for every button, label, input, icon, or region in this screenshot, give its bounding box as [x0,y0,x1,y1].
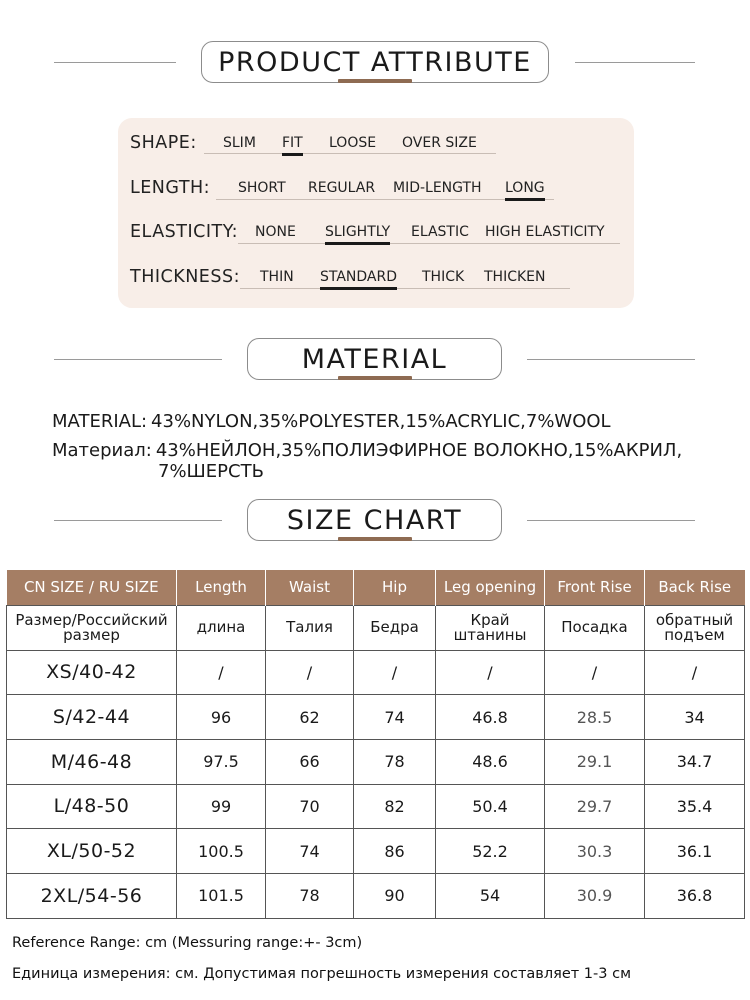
front-rise-cell: 30.9 [545,873,645,918]
option-mid-length: MID-LENGTH [393,180,482,196]
option-elastic: ELASTIC [411,224,469,240]
subheader-cell [645,605,745,650]
length-cell: 99 [177,784,266,829]
subheader-text: Размер/Российский [15,610,168,629]
title-accent-bar [338,79,412,83]
size-chart-header [0,499,750,545]
row-underline [204,153,496,154]
subheader-cell [266,605,354,650]
back-rise-cell: 34.7 [645,739,745,784]
size-cell: 2XL/54-56 [7,873,177,918]
size-cell: M/46-48 [7,739,177,784]
leg-opening-cell: 50.4 [436,784,545,829]
hip-cell: 78 [354,739,436,784]
back-rise-cell: 35.4 [645,784,745,829]
length-cell: 96 [177,695,266,740]
option-slightly-selected: SLIGHTLY [325,224,391,240]
header-waist: Waist [266,570,354,605]
section-title: PRODUCT ATTRIBUTE [218,46,532,78]
divider-left [54,62,176,63]
attribute-row-length [118,174,634,204]
option-fit-selected: FIT [282,135,303,151]
material-en-value: 43%NYLON,35%POLYESTER,15%ACRYLIC,7%WOOL [151,411,611,432]
reference-note-ru: Единица измерения: см. Допустимая погрешность измерения составляет 1-3 см [12,966,632,982]
back-rise-cell: 36.8 [645,873,745,918]
length-cell: 97.5 [177,739,266,784]
attribute-panel [118,118,634,308]
section-title-pill [201,41,549,83]
header-front-rise: Front Rise [545,570,645,605]
waist-cell: 78 [266,873,354,918]
section-title-pill [247,338,502,380]
option-high-elasticity: HIGH ELASTICITY [485,224,605,240]
front-rise-cell: 29.7 [545,784,645,829]
front-rise-cell: 29.1 [545,739,645,784]
waist-cell: 70 [266,784,354,829]
attribute-label: ELASTICITY: [130,222,238,242]
title-accent-bar [338,537,412,541]
title-accent-bar [338,376,412,380]
divider-right [575,62,695,63]
option-slim: SLIM [223,135,256,151]
leg-opening-cell: / [436,650,545,695]
size-cell: XS/40-42 [7,650,177,695]
divider-left [54,359,222,360]
product-attribute-header [0,41,750,87]
leg-opening-cell: 54 [436,873,545,918]
attribute-label: LENGTH: [130,178,211,198]
table-row [7,695,745,740]
table-subheader-row [7,605,745,650]
hip-cell: / [354,650,436,695]
size-cell: L/48-50 [7,784,177,829]
material-ru-value: 43%НЕЙЛОН,35%ПОЛИЭФИРНОЕ ВОЛОКНО,15%АКРИЛ, [155,440,683,461]
waist-cell: 66 [266,739,354,784]
leg-opening-cell: 46.8 [436,695,545,740]
table-row [7,829,745,874]
front-rise-cell: / [545,650,645,695]
row-underline [216,199,554,200]
subheader-text: Талия [286,618,333,636]
attribute-row-thickness [118,263,634,293]
size-cell: S/42-44 [7,695,177,740]
hip-cell: 86 [354,829,436,874]
subheader-text: подъем [664,625,725,644]
subheader-text: размер [63,625,120,644]
waist-cell: 74 [266,829,354,874]
attribute-row-shape [118,129,634,159]
front-rise-cell: 28.5 [545,695,645,740]
subheader-text: Бедра [370,618,419,636]
hip-cell: 74 [354,695,436,740]
material-ru-label: Материал: [52,440,152,461]
subheader-cell [354,605,436,650]
option-long-selected: LONG [505,180,545,196]
material-en [52,411,611,432]
length-cell: / [177,650,266,695]
option-loose: LOOSE [329,135,377,151]
header-leg-opening: Leg opening [436,570,545,605]
header-back-rise: Back Rise [645,570,745,605]
length-cell: 100.5 [177,829,266,874]
table-row [7,650,745,695]
subheader-cell [436,605,545,650]
option-short: SHORT [238,180,286,196]
table-row [7,873,745,918]
size-cell: XL/50-52 [7,829,177,874]
material-ru [52,440,682,461]
option-standard-selected: STANDARD [320,269,398,285]
header-hip: Hip [354,570,436,605]
section-title: MATERIAL [301,343,448,375]
waist-cell: 62 [266,695,354,740]
front-rise-cell: 30.3 [545,829,645,874]
subheader-cell [7,605,177,650]
back-rise-cell: 36.1 [645,829,745,874]
back-rise-cell: / [645,650,745,695]
option-thick: THICK [422,269,465,285]
subheader-cell [177,605,266,650]
option-regular: REGULAR [308,180,376,196]
leg-opening-cell: 48.6 [436,739,545,784]
reference-note-en: Reference Range: cm (Messuring range:+- 3cm) [12,935,363,951]
attribute-row-elasticity [118,218,634,248]
header-cn-size: CN SIZE / RU SIZE [7,570,177,605]
divider-left [54,520,222,521]
length-cell: 101.5 [177,873,266,918]
option-thin: THIN [260,269,294,285]
section-title-pill [247,499,502,541]
attribute-label: THICKNESS: [130,267,240,287]
material-en-label: MATERIAL: [52,411,148,432]
row-underline [240,288,570,289]
table-row [7,784,745,829]
divider-right [527,520,695,521]
subheader-text: Край [470,610,510,629]
table-header-row [7,570,745,605]
subheader-cell [545,605,645,650]
material-header [0,338,750,384]
option-none: NONE [255,224,296,240]
back-rise-cell: 34 [645,695,745,740]
attribute-label: SHAPE: [130,133,197,153]
size-chart-table [6,570,745,919]
leg-opening-cell: 52.2 [436,829,545,874]
waist-cell: / [266,650,354,695]
hip-cell: 82 [354,784,436,829]
subheader-text: обратный [655,610,734,629]
material-ru-continued: 7%ШЕРСТЬ [158,461,264,482]
divider-right [527,359,695,360]
subheader-text: штанины [453,625,527,644]
section-title: SIZE CHART [286,504,463,536]
row-underline [238,243,620,244]
header-length: Length [177,570,266,605]
hip-cell: 90 [354,873,436,918]
subheader-text: Посадка [561,618,628,636]
option-thicken: THICKEN [484,269,546,285]
option-over-size: OVER SIZE [402,135,477,151]
table-row [7,739,745,784]
subheader-text: длина [196,618,246,636]
